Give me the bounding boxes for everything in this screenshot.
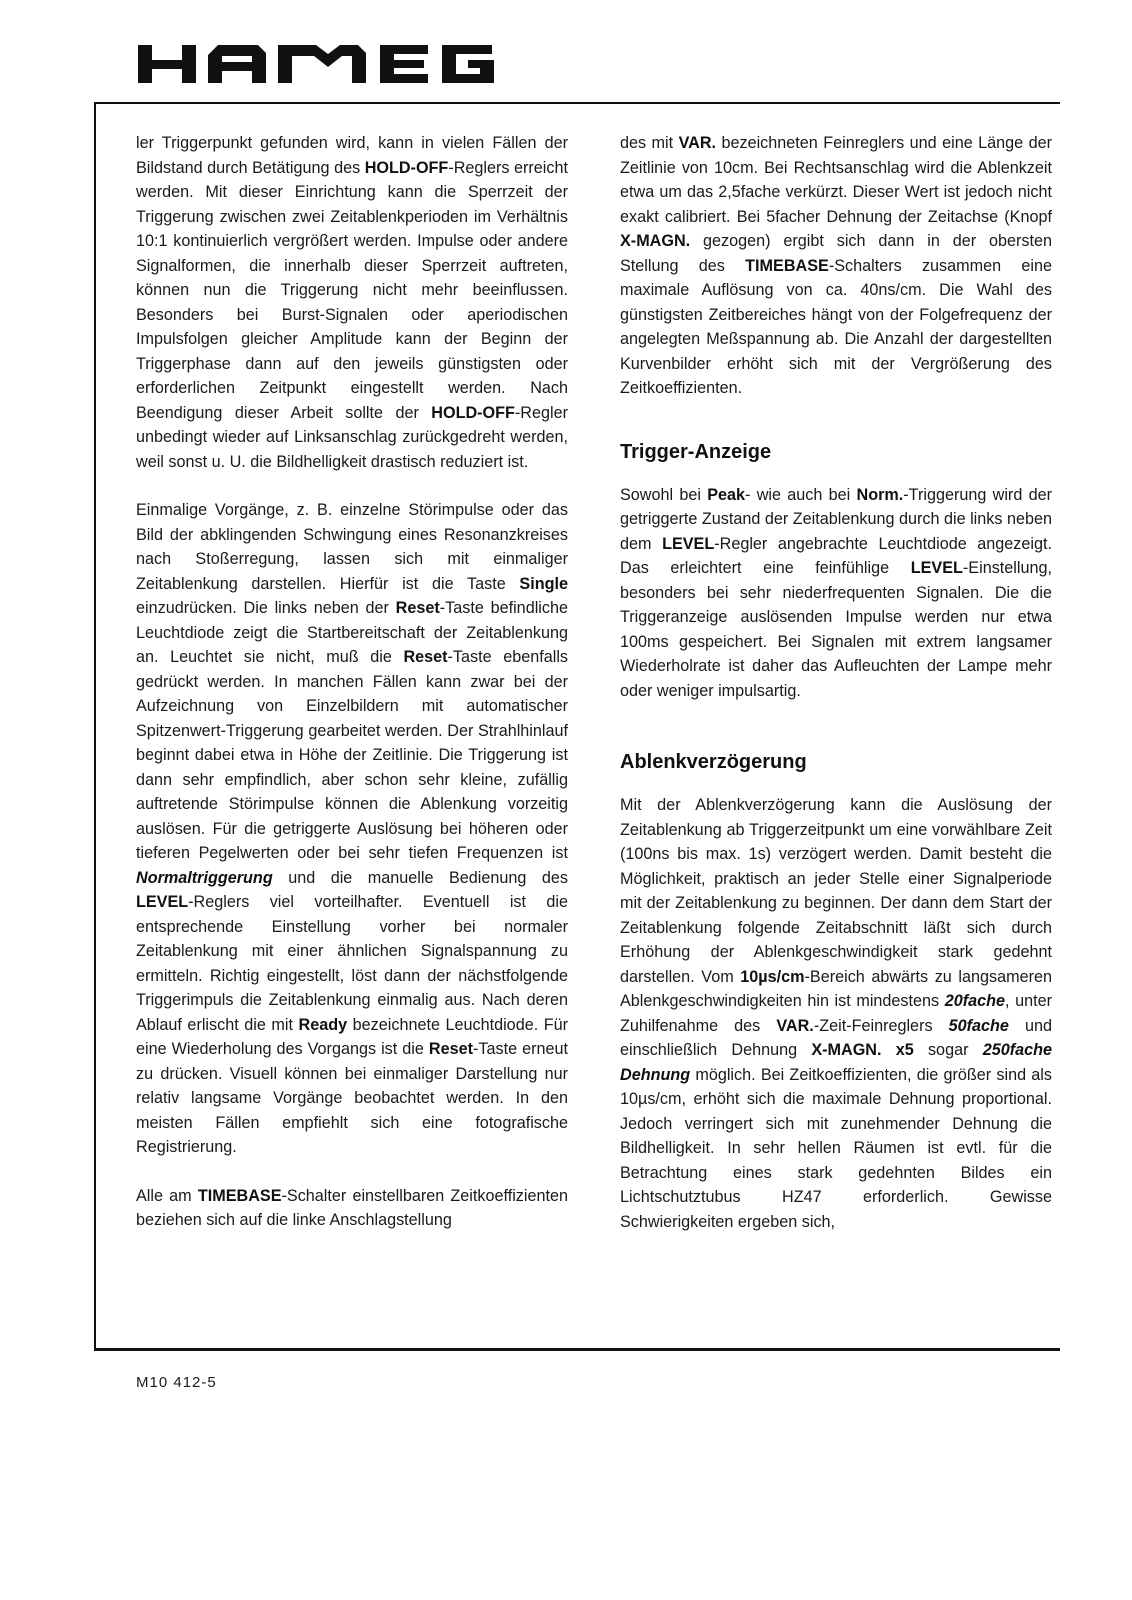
single-term: Single (519, 574, 568, 593)
paragraph-hold-off: ler Triggerpunkt gefunden wird, kann in vielen Fällen der Bildstand durch Betätigung des HOLD-OFF-Reglers erreicht werden. Mit dieser Einrichtung kann die Sperrzeit der Triggerung zwischen zwei Zeitablenkperioden im Verhältnis 10:1 kontinuierlich vergrößert werden. Impulse oder andere Signalformen, die innerhalb dieser Sperrzeit auftreten, können nun die Triggerung nicht mehr beeinflussen. Besonders bei Burst-Signalen oder aperiodischen Impulsfolgen gleicher Amplitude kann der Beginn der Triggerphase dann auf den jeweils günstigsten oder erforderlichen Zeitpunkt eingestellt werden. Nach Beendigung dieser Arbeit sollte der HOLD-OFF-Regler unbedingt wieder auf Linksanschlag zurückgedreht werden, weil sonst u. U. die Bildhelligkeit drastisch reduziert ist. (136, 134, 568, 471)
paragraph-timebase: Alle am TIMEBASE-Schalter einstellbaren Zeitkoeffizienten beziehen sich auf die linke Anschlagstellung (136, 1186, 568, 1229)
range-term: 10µs/cm (740, 967, 805, 986)
ready-term: Ready (298, 1015, 348, 1034)
hameg-logo (138, 45, 498, 83)
x-magn-term: X-MAGN. (620, 232, 691, 250)
factor-term: 50fache (948, 1016, 1009, 1035)
var-term: VAR. (678, 134, 717, 152)
frame-rule-bottom (94, 1348, 1060, 1351)
frame-rule-left (94, 102, 96, 1350)
section-heading: Trigger-Anzeige (620, 440, 772, 463)
peak-term: Peak (707, 485, 746, 504)
x-magn-term: X-MAGN. x5 (811, 1041, 914, 1059)
reset-term: Reset (428, 1040, 473, 1058)
timebase-term: TIMEBASE (197, 1186, 282, 1205)
factor-term: 250fache Dehnung (620, 1041, 1052, 1084)
level-term: LEVEL (136, 893, 189, 911)
paragraph-single-sweep: Einmalige Vorgänge, z. B. einzelne Störimpulse oder das Bild der abklingenden Schwingung eines Resonanzkreises nach Stoßerregung, lassen sich mit einmaliger Zeitablenkung darstellen. Hierfür ist die Taste Single einzudrücken. Die links neben der Reset-Taste befindliche Leuchtdiode zeigt die Startbereitschaft der Zeitablenkung an. Leuchtet sie nicht, muß die Reset-Taste ebenfalls gedrückt werden. In manchen Fällen kann zwar bei der Aufzeichnung von Einzelbildern mit automatischer Spitzenwert-Triggerung gearbeitet werden. Der Strahlhinlauf beginnt dabei etwa in Höhe der Zeitlinie. Die Triggerung ist dann sehr empfindlich, aber schon sehr kleine, zufällig auftretende Störimpulse können die Ablenkung vorzeitig auslösen. Für die getriggerte Auslösung bei höheren oder tieferen Pegelwerten oder bei sehr tiefen Frequenzen ist Normaltriggerung und die manuelle Bedienung des LEVEL-Reglers viel vorteilhafter. Eventuell ist die entsprechende Einstellung vorher bei normaler Zeitablenkung mit einer ähnlichen Signalspannung zu ermitteln. Richtig eingestellt, löst dann der nächstfolgende Triggerimpuls die Zeitablenkung einmalig aus. Nach deren Ablauf erlischt die mit Ready bezeichnete Leuchtdiode. Für eine Wiederholung des Vorgangs ist die Reset-Taste erneut zu drücken. Visuell können bei einmaliger Darstellung nur relativ langsame Vorgänge beobachtet werden. In den meisten Fällen empfiehlt sich eine fotografische Registrierung. (136, 501, 569, 1156)
hold-off-term: HOLD-OFF (364, 158, 449, 177)
level-term: LEVEL (662, 534, 715, 553)
section-ablenkverzoegerung (620, 749, 1052, 1234)
paragraph-trigger-indicator: Sowohl bei Peak- wie auch bei Norm.-Triggerung wird der getriggerte Zustand der Zeitablenkung durch die links neben dem LEVEL-Regler angebrachte Leuchtdiode angezeigt. Das erleichtert eine feinfühlige LEVEL-Einstellung, besonders bei sehr niederfrequenten Signalen. Die die Triggeranzeige auslösenden Impulse werden nur etwa 100ms gespeichert. Bei Signalen mit extrem langsamer Wiederholrate ist daher das Aufleuchten der Lampe mehr oder weniger impulsartig. (620, 485, 1052, 700)
reset-term: Reset (403, 648, 448, 666)
document-code: M10 412-5 (136, 1374, 217, 1391)
paragraph-delay: Mit der Ablenkverzögerung kann die Auslösung der Zeitablenkung ab Triggerzeitpunkt um eine vorwählbare Zeit (100ns bis max. 1s) verzögert werden. Damit besteht die Möglichkeit, praktisch an jeder Stelle einer Signalperiode mit der Zeitablenkung zu beginnen. Der dann dem Start der Zeitablenkung folgende Zeitabschnitt läßt sich durch Erhöhung der Ablenkgeschwindigkeit stark gedehnt darstellen. Vom 10µs/cm-Bereich abwärts zu langsameren Ablenkgeschwindigkeiten hin ist mindestens 20fache, unter Zuhilfenahme des VAR.-Zeit-Feinreglers 50fache und einschließlich Dehnung X-MAGN. x5 sogar 250fache Dehnung möglich. Bei Zeitkoeffizienten, die größer sind als 10µs/cm, erhöht sich die maximale Dehnung proportional. Jedoch verringert sich mit zunehmender Dehnung die Bildhelligkeit. In sehr hellen Räumen ist evtl. für die Betrachtung eines stark gedehnten Bildes ein Lichtschutztubus HZ47 erforderlich. Gewisse Schwierigkeiten ergeben sich, (620, 796, 1052, 1231)
level-term: LEVEL (910, 559, 963, 577)
paragraph-var-control: des mit VAR. bezeichneten Feinreglers und eine Länge der Zeitlinie von 10cm. Bei Rechtsanschlag wird die Ablenkzeit etwa um das 2,5fache verkürzt. Dieser Wert ist jedoch nicht exakt calibriert. Bei 5facher Dehnung der Zeitachse (Knopf X-MAGN. gezogen) ergibt sich dann in der obersten Stellung des TIMEBASE-Schalters zusammen eine maximale Auflösung von ca. 40ns/cm. Die Wahl des günstigsten Zeitbereiches hängt von der Folgefrequenz der angelegten Meßspannung ab. Die Anzahl der dargestellten Kurvenbilder erhöht sich mit der Vergrößerung des Zeitkoeffizienten. (620, 134, 1053, 397)
normaltriggerung-term: Normaltriggerung (136, 868, 273, 887)
timebase-term: TIMEBASE (745, 256, 829, 275)
hold-off-term: HOLD-OFF (431, 403, 515, 422)
frame-rule-top (94, 102, 1060, 104)
factor-term: 20fache (944, 992, 1005, 1010)
right-column (620, 131, 1052, 1234)
reset-term: Reset (395, 599, 440, 617)
section-trigger-anzeige (620, 439, 1052, 704)
section-heading: Ablenkverzögerung (620, 751, 807, 773)
left-column (136, 131, 568, 1233)
var-term: VAR. (776, 1016, 814, 1035)
norm-term: Norm. (856, 485, 904, 504)
